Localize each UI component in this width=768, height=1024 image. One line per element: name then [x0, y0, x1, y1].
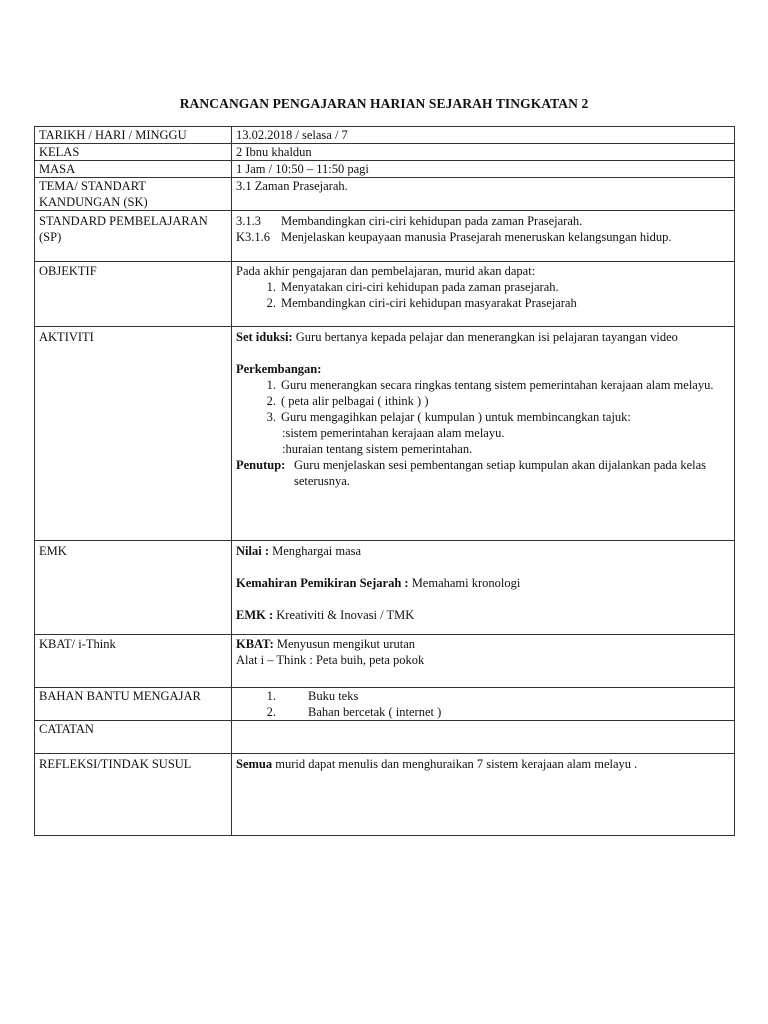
emk-nilai [236, 543, 730, 559]
emk-text: Kreativiti & Inovasi / TMK [273, 608, 415, 622]
label-objektif: OBJEKTIF [35, 262, 232, 327]
label-kelas: KELAS [35, 144, 232, 161]
value-tarikh: 13.02.2018 / selasa / 7 [232, 127, 735, 144]
label-bahan: BAHAN BANTU MENGAJAR [35, 688, 232, 721]
penutup-text: Guru menjelaskan sesi pembentangan setiap kumpulan akan dijalankan pada kelas seterusnya. [294, 458, 707, 488]
list-text: Buku teks [308, 689, 359, 703]
label-catatan: CATATAN [35, 721, 232, 754]
row-objektif [35, 262, 735, 327]
label-tarikh: TARIKH / HARI / MINGGU [35, 127, 232, 144]
row-aktiviti [35, 327, 735, 541]
value-tema: 3.1 Zaman Prasejarah. [232, 178, 735, 211]
value-catatan [232, 721, 735, 754]
page-title: RANCANGAN PENGAJARAN HARIAN SEJARAH TINGKATAN 2 [179, 96, 589, 111]
sp-item [236, 229, 730, 245]
kbat-line [236, 636, 730, 652]
objektif-intro: Pada akhir pengajaran dan pembelajaran, murid akan dapat: [236, 264, 536, 278]
list-text: Membandingkan ciri-ciri kehidupan masyarakat Prasejarah [281, 296, 577, 310]
list-item [236, 688, 730, 704]
sub-item: :sistem pemerintahan kerajaan alam melayu. [282, 426, 505, 440]
label-aktiviti: AKTIVITI [35, 327, 232, 541]
sub-item: :huraian tentang sistem pemerintahan. [282, 442, 473, 456]
list-number: 2. [266, 705, 276, 719]
list-number: 1. [266, 280, 276, 294]
value-emk [232, 541, 735, 635]
row-emk [35, 541, 735, 635]
label-masa: MASA [35, 161, 232, 178]
perkembangan-heading: Perkembangan: [236, 362, 322, 376]
row-catatan [35, 721, 735, 754]
label-kbat: KBAT/ i-Think [35, 635, 232, 688]
list-number: 1. [266, 689, 276, 703]
nilai-text: Menghargai masa [268, 544, 362, 558]
value-refleksi [232, 754, 735, 836]
lesson-plan-table [34, 126, 735, 836]
list-number: 2. [266, 394, 276, 408]
penutup [236, 457, 730, 489]
set-induksi-text: Guru bertanya kepada pelajar dan menerangkan isi pelajaran tayangan video [292, 330, 678, 344]
row-sp [35, 211, 735, 262]
row-tarikh [35, 127, 735, 144]
value-objektif [232, 262, 735, 327]
value-kelas: 2 Ibnu khaldun [232, 144, 735, 161]
kbat-lead: KBAT: [236, 637, 274, 651]
kbat-text: Menyusun mengikut urutan [273, 637, 416, 651]
kps-lead: Kemahiran Pemikiran Sejarah : [236, 576, 409, 590]
list-number: 2. [266, 296, 276, 310]
list-item [236, 295, 730, 311]
set-induksi-lead: Set iduksi: [236, 330, 293, 344]
row-kbat [35, 635, 735, 688]
list-number: 3. [266, 410, 276, 424]
sp-code: 3.1.3 [236, 214, 261, 228]
list-item [236, 377, 730, 393]
row-bahan [35, 688, 735, 721]
nilai-lead: Nilai : [236, 544, 269, 558]
emk-kps [236, 575, 730, 591]
sp-text: Membandingkan ciri-ciri kehidupan pada zaman Prasejarah. [281, 214, 583, 228]
value-kbat [232, 635, 735, 688]
emk-lead: EMK : [236, 608, 274, 622]
list-text: ( peta alir pelbagai ( ithink ) ) [281, 394, 429, 408]
list-text: Guru menerangkan secara ringkas tentang sistem pemerintahan kerajaan alam melayu. [281, 378, 714, 392]
value-bahan [232, 688, 735, 721]
label-tema: TEMA/ STANDART KANDUNGAN (SK) [35, 178, 232, 211]
label-refleksi: REFLEKSI/TINDAK SUSUL [35, 754, 232, 836]
list-number: 1. [266, 378, 276, 392]
list-item [236, 704, 730, 720]
penutup-lead: Penutup: [236, 458, 286, 472]
list-text: Guru mengagihkan pelajar ( kumpulan ) untuk membincangkan tajuk: [281, 410, 631, 424]
value-masa: 1 Jam / 10:50 – 11:50 pagi [232, 161, 735, 178]
refleksi-text: murid dapat menulis dan menghuraikan 7 sistem kerajaan alam melayu . [272, 757, 638, 771]
sp-text: Menjelaskan keupayaan manusia Prasejarah meneruskan kelangsungan hidup. [281, 230, 672, 244]
refleksi-lead: Semua [236, 757, 273, 771]
value-aktiviti [232, 327, 735, 541]
list-item [236, 409, 730, 425]
row-masa [35, 161, 735, 178]
value-sp [232, 211, 735, 262]
row-tema [35, 178, 735, 211]
label-emk: EMK [35, 541, 232, 635]
sp-code: K3.1.6 [236, 230, 271, 244]
list-item [236, 279, 730, 295]
label-sp: STANDARD PEMBELAJARAN (SP) [35, 211, 232, 262]
list-item [236, 393, 730, 409]
row-refleksi [35, 754, 735, 836]
set-induksi [236, 329, 730, 345]
sp-item [236, 213, 730, 229]
row-kelas [35, 144, 735, 161]
list-text: Menyatakan ciri-ciri kehidupan pada zaman prasejarah. [281, 280, 559, 294]
emk-emk [236, 607, 730, 623]
kps-text: Memahami kronologi [408, 576, 521, 590]
alat-ithink: Alat i – Think : Peta buih, peta pokok [236, 653, 425, 667]
list-text: Bahan bercetak ( internet ) [308, 705, 442, 719]
